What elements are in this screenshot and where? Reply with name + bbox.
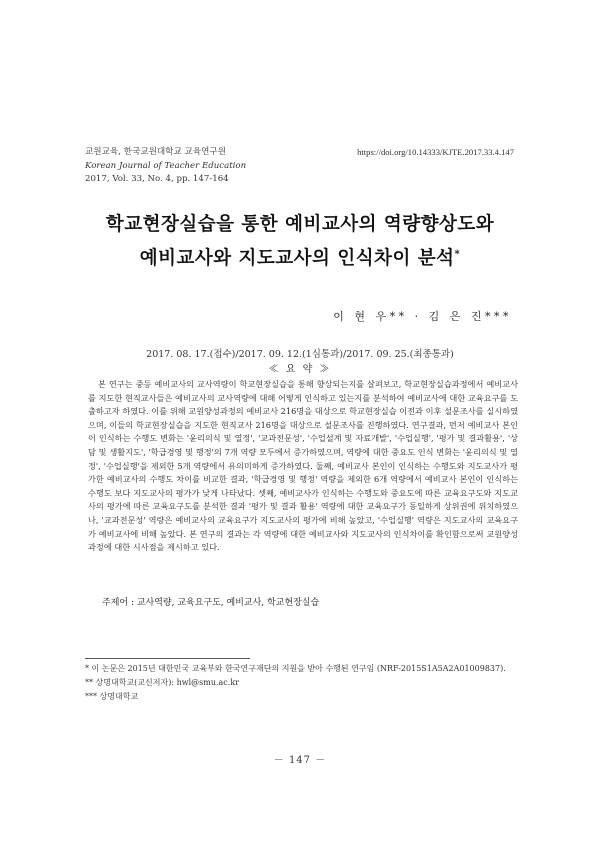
footnotes [85, 662, 506, 703]
paper-title [0, 210, 600, 274]
title-line-2 [0, 240, 600, 274]
journal-name-english: Korean Journal of Teacher Education [85, 160, 247, 171]
keywords: 주제어 : 교사역량, 교육요구도, 예비교사, 학교현장실습 [102, 598, 320, 608]
footnote-divider [85, 658, 250, 659]
abstract-heading: ≪ 요 약 ≫ [268, 364, 332, 375]
footnote-corresponding-author: ** 상명대학교(교신저자): hwl@smu.ac.kr [85, 677, 239, 687]
title-line-1: 학교현장실습을 통한 예비교사의 역량향상도와 [105, 214, 495, 235]
abstract-text: 본 연구는 중등 예비교사의 교사역량이 학교현장실습을 통해 향상되는지를 살펴보고, 학교현장실습과정에서 예비교사를 지도한 현직교사들은 예비교사의 교사역량에 대해 어떻게 인식하고 있는지를 분석하여 예비교사에 대한 교육요구를 도출하고자 하였다. 이를 위해 교원양성과정의 예비교사 216명을 대상으로 학교현장실습 이전과 이후 설문조사를 실시하였으며, 이들의 학교현장실습을 지도한 현직교사 216명을 대상으로 설문조사를 진행하였다. 연구결과, 먼저 예비교사 본인이 인식하는 수행도 변화는 '윤리의식 및 열정', '교과전문성', '수업설계 및 자료개발', '수업실행', '평가 및 결과활용', '상담 및 생활지도', '학급경영 및 행정'의 7개 역량 모두에서 증가하였으며, 역량에 대한 중요도 인식 변화는 '윤리의식 및 열정', '수업실행'을 제외한 5개 역량에서 유의미하게 증가하였다. 둘째, 예비교사 본인이 인식하는 수행도와 지도교사가 평가한 예비교사의 수행도 차이를 비교한 결과, '학급경영 및 행정' 역량을 제외한 6개 역량에서 예비교사 본인이 인식하는 수행도 보다 지도교사의 평가가 낮게 나타났다. 셋째, 예비교사가 인식하는 수행도와 중요도에 따른 교육요구도와 지도교사의 평가에 따른 교육요구도를 분석한 결과 '평가 및 결과 활용' 역량에 대한 교육요구가 동일하게 상위권에 위치하였으나, '교과전문성' 역량은 예비교사의 교육요구가 지도교사의 평가에 비해 높았고, '수업실행' 역량은 지도교사의 교육요구가 예비교사에 비해 높았다. 본 연구의 결과는 각 역량에 대한 예비교사와 지도교사의 인식차이를 확인함으로써 교원양성과정에 대한 시사점을 제시하고 있다. [88, 379, 518, 553]
title-footnote-mark: * [454, 249, 461, 260]
journal-issue: 2017, Vol. 33, No. 4, pp. 147-164 [85, 174, 229, 184]
footnote-funding: * 이 논문은 2015년 대한민국 교육부와 한국연구재단의 지원을 받아 수행된 연구임 (NRF-2015S1A5A2A01009837). [85, 664, 506, 673]
submission-dates: 2017. 08. 17.(접수)/2017. 09. 12.(1심통과)/2017. 09. 25.(최종통과) [146, 349, 454, 360]
footnote-affiliation: *** 상명대학교 [85, 691, 139, 701]
page-number: － 147 － [273, 755, 327, 766]
author-line: 이 현 우** · 김 은 진*** [333, 310, 512, 323]
journal-info [85, 146, 246, 187]
title-line-2-text: 예비교사와 지도교사의 인식차이 분석 [139, 248, 455, 270]
doi-link[interactable]: https://doi.org/10.14333/KJTE.2017.33.4.147 [357, 147, 514, 157]
journal-name-korean: 교원교육, 한국교원대학교 교육연구원 [85, 147, 227, 157]
